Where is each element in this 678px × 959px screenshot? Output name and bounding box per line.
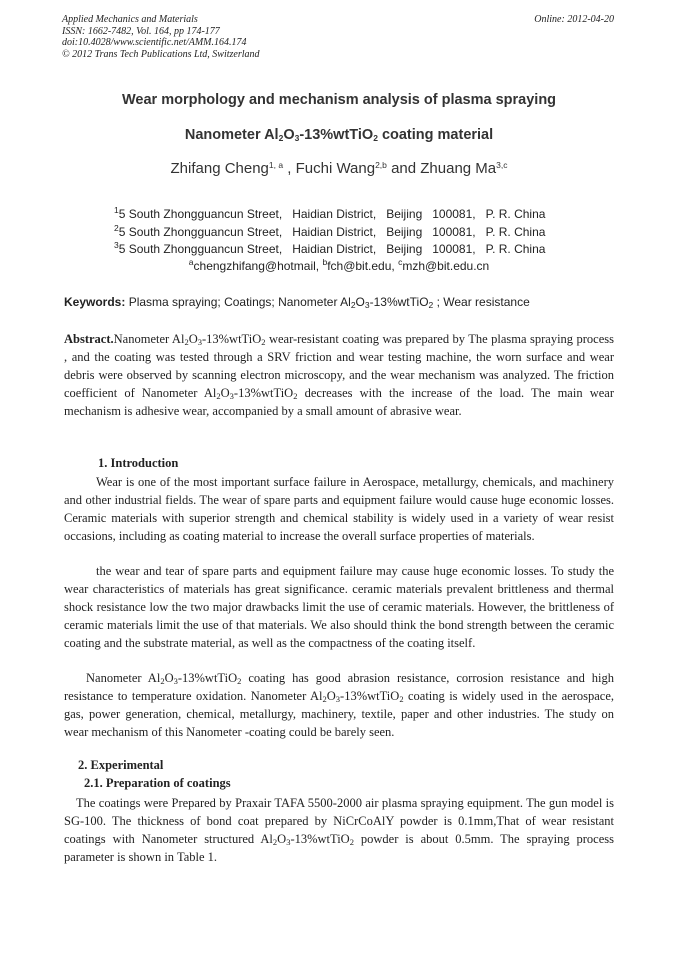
- journal-info: [62, 14, 260, 60]
- paper-title-line-2: Nanometer $Al_2O_3-13\%wtTiO_2$ coating material: [184, 127, 494, 143]
- affiliation: $^3$5 South Zhongguancun Street, Haidian District, Beijing 100081, P. R. China: [114, 240, 546, 256]
- affiliation: $^1$5 South Zhongguancun Street, Haidian District, Beijing 100081, P. R. China: [114, 205, 546, 221]
- paragraph: the wear and tear of spare parts and equipment failure may cause huge economic losses. To study the wear characteristics of materials has great significance. ceramic materials prevalent brittleness and thermal shock resistance low the two major drawbacks limit the use of ceramic materials. However, the brittleness of ceramic materials limit the use of that materials. We also should think the bond strength between the ceramic coating and the substrate material, as well as the compactness of the coating itself.: [64, 564, 614, 650]
- author-name: Zhifang Cheng: [170, 160, 269, 177]
- author-list: Zhifang Cheng$^{1, a}$ , Fuchi Wang$^{2,b}$ and Zhuang Ma$^{3,c}$: [170, 160, 508, 177]
- keywords: Keywords: Plasma spraying; Coatings; Nanometer $Al_2O_3-13\%wtTiO_2$ ; Wear resistance: [64, 295, 530, 310]
- journal-name: Applied Mechanics and Materials: [62, 14, 198, 25]
- author-emails: $^a$chengzhifang@hotmail, $^b$fch@bit.edu, $^c$mzh@bit.edu.cn: [188, 257, 490, 273]
- section-heading-experimental: 2. Experimental: [78, 758, 164, 772]
- affiliation: $^2$5 South Zhongguancun Street, Haidian District, Beijing 100081, P. R. China: [114, 222, 546, 239]
- author-name: , Fuchi Wang: [283, 160, 376, 177]
- abstract-label: Abstract.: [64, 332, 114, 346]
- paragraph: The coatings were Prepared by Praxair TAFA 5500-2000 air plasma spraying equipment. The gun model is SG-100. The thickness of bond coat prepared by NiCrCoAlY powder is 0.1mm,That of wear resistant coatings with Nanometer structured $Al_2O_3-13\%wtTiO_2$ powder is about 0.5mm. The spraying process parameter is shown in Table 1.: [64, 796, 614, 864]
- paper-title-line-1: Wear morphology and mechanism analysis of plasma spraying: [121, 92, 557, 108]
- keywords-label: Keywords:: [64, 295, 126, 309]
- affiliations: [114, 206, 545, 259]
- copyright: © 2012 Trans Tech Publications Ltd, Switzerland: [62, 48, 260, 60]
- online-date: Online: 2012-04-20: [534, 14, 614, 25]
- abstract: Abstract.Nanometer $Al_2O_3-13\%wtTiO_2$ wear-resistant coating was prepared by The plasma spraying process , and the coating was tested through a SRV friction and wear testing machine, the worn surface and wear debris were observed by scanning electron microscopy, and the wear mechanism was analyzed. The friction coefficient of Nanometer $Al_2O_3-13\%wtTiO_2$ decreases with the increase of the load. The main wear mechanism is adhesive wear, accompanied by a small amount of abrasive wear.: [64, 332, 614, 418]
- paragraph: Nanometer $Al_2O_3-13\%wtTiO_2$ coating has good abrasion resistance, corrosion resistance and high resistance to temperature oxidation. Nanometer $Al_2O_3-13\%wtTiO_2$ coating is widely used in the aerospace, gas, power generation, chemical, metallurgy, machinery, textile, paper and other industries. The study on wear mechanism of this Nanometer -coating could be barely seen.: [64, 671, 615, 739]
- author-name: and Zhuang Ma: [386, 160, 497, 177]
- doi: doi:10.4028/www.scientific.net/AMM.164.174: [62, 37, 247, 48]
- issn: ISSN: 1662-7482, Vol. 164, pp 174-177: [62, 25, 220, 37]
- section-heading-introduction: 1. Introduction: [98, 456, 179, 470]
- paragraph: Wear is one of the most important surface failure in Aerospace, metallurgy, chemicals, and machinery and other industrial fields. The wear of spare parts and equipment failure would cause huge economic losses. Ceramic materials with superior strength and chemical stability is widely used in a variety of wear resist occasions, including as coating material to increase the overall surface properties of materials.: [64, 475, 614, 543]
- subsection-heading-preparation: 2.1. Preparation of coatings: [84, 776, 231, 790]
